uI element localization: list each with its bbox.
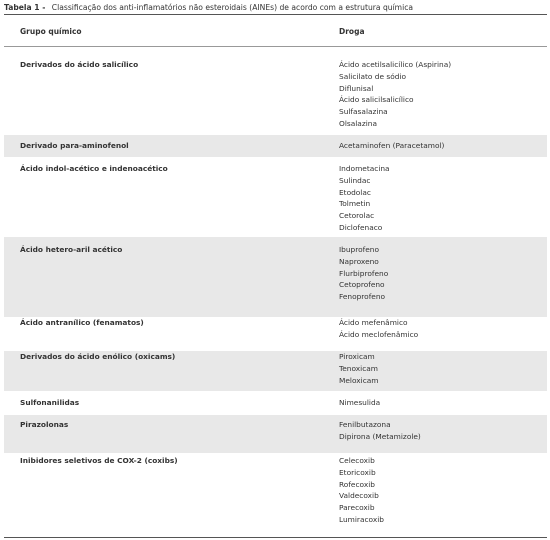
drug-name: Rofecoxib bbox=[339, 479, 375, 489]
group-name: Sulfonanilidas bbox=[20, 398, 80, 407]
drug-name: Lumiracoxib bbox=[339, 514, 384, 524]
group-name: Derivado para-aminofenol bbox=[20, 141, 129, 150]
drug-list bbox=[339, 455, 384, 526]
table-row bbox=[4, 237, 547, 317]
drug-name: Acetaminofen (Paracetamol) bbox=[339, 141, 445, 150]
drug-name: Valdecoxib bbox=[339, 491, 379, 501]
drug-list bbox=[339, 59, 451, 130]
drug-list bbox=[339, 140, 444, 152]
drug-name: Nimesulida bbox=[339, 398, 381, 407]
header-drug: Droga bbox=[339, 27, 365, 36]
group-name: Pirazolonas bbox=[20, 420, 69, 429]
table-row bbox=[4, 415, 547, 453]
group-name: Derivados do ácido salicílico bbox=[20, 60, 139, 69]
table-row bbox=[4, 351, 547, 391]
drug-name: Parecoxib bbox=[339, 503, 375, 513]
drug-name: Diflunisal bbox=[339, 83, 374, 93]
group-name: Inibidores seletivos de COX-2 (coxibs) bbox=[20, 456, 178, 465]
drug-list bbox=[339, 419, 421, 443]
table-row bbox=[4, 317, 547, 351]
drug-list bbox=[339, 244, 388, 303]
drug-name: Celecoxib bbox=[339, 456, 375, 465]
drug-name: Etodolac bbox=[339, 187, 371, 197]
drug-name: Etoricoxib bbox=[339, 467, 376, 477]
drug-name: Naproxeno bbox=[339, 256, 379, 266]
classification-table bbox=[4, 14, 547, 538]
table-row bbox=[4, 135, 547, 157]
drug-name: Fenilbutazona bbox=[339, 420, 391, 429]
drug-name: Ácido salicilsalicílico bbox=[339, 95, 414, 105]
drug-name: Fenoprofeno bbox=[339, 292, 386, 302]
drug-name: Flurbiprofeno bbox=[339, 268, 389, 278]
table-caption bbox=[4, 2, 413, 14]
caption-label: Tabela 1 - bbox=[4, 3, 46, 12]
group-name: Derivados do ácido enólico (oxicams) bbox=[20, 352, 176, 361]
drug-name: Tenoxicam bbox=[339, 363, 379, 373]
table-row bbox=[4, 453, 547, 538]
drug-name: Olsalazina bbox=[339, 118, 377, 128]
table-header bbox=[4, 15, 547, 47]
drug-name: Indometacina bbox=[339, 164, 390, 173]
group-name: Ácido hetero-aril acético bbox=[20, 245, 123, 254]
table-row bbox=[4, 391, 547, 415]
drug-name: Ibuprofeno bbox=[339, 245, 379, 254]
drug-name: Piroxicam bbox=[339, 352, 375, 361]
drug-name: Dipirona (Metamizole) bbox=[339, 431, 421, 441]
drug-name: Diclofenaco bbox=[339, 222, 383, 232]
drug-list bbox=[339, 351, 379, 386]
drug-list bbox=[339, 397, 380, 409]
drug-name: Sulindac bbox=[339, 175, 371, 185]
table-row bbox=[4, 157, 547, 237]
drug-name: Ácido mefenâmico bbox=[339, 318, 408, 327]
drug-name: Salicilato de sódio bbox=[339, 71, 407, 81]
group-name: Ácido indol-acético e indenoacético bbox=[20, 164, 168, 173]
caption-text: Classificação dos anti-inflamatórios não esteroidais (AINEs) de acordo com a estrutura química bbox=[51, 3, 414, 12]
table-row bbox=[4, 47, 547, 135]
header-group: Grupo químico bbox=[20, 27, 82, 36]
drug-list bbox=[339, 163, 390, 234]
drug-name: Cetoprofeno bbox=[339, 280, 385, 290]
drug-name: Meloxicam bbox=[339, 375, 379, 385]
drug-name: Sulfasalazina bbox=[339, 107, 388, 117]
group-name: Ácido antranílico (fenamatos) bbox=[20, 318, 144, 327]
drug-name: Tolmetin bbox=[339, 199, 371, 209]
drug-list bbox=[339, 317, 418, 341]
drug-name: Ácido meclofenâmico bbox=[339, 329, 419, 339]
drug-name: Cetorolac bbox=[339, 211, 375, 221]
drug-name: Ácido acetilsalicílico (Aspirina) bbox=[339, 60, 452, 69]
